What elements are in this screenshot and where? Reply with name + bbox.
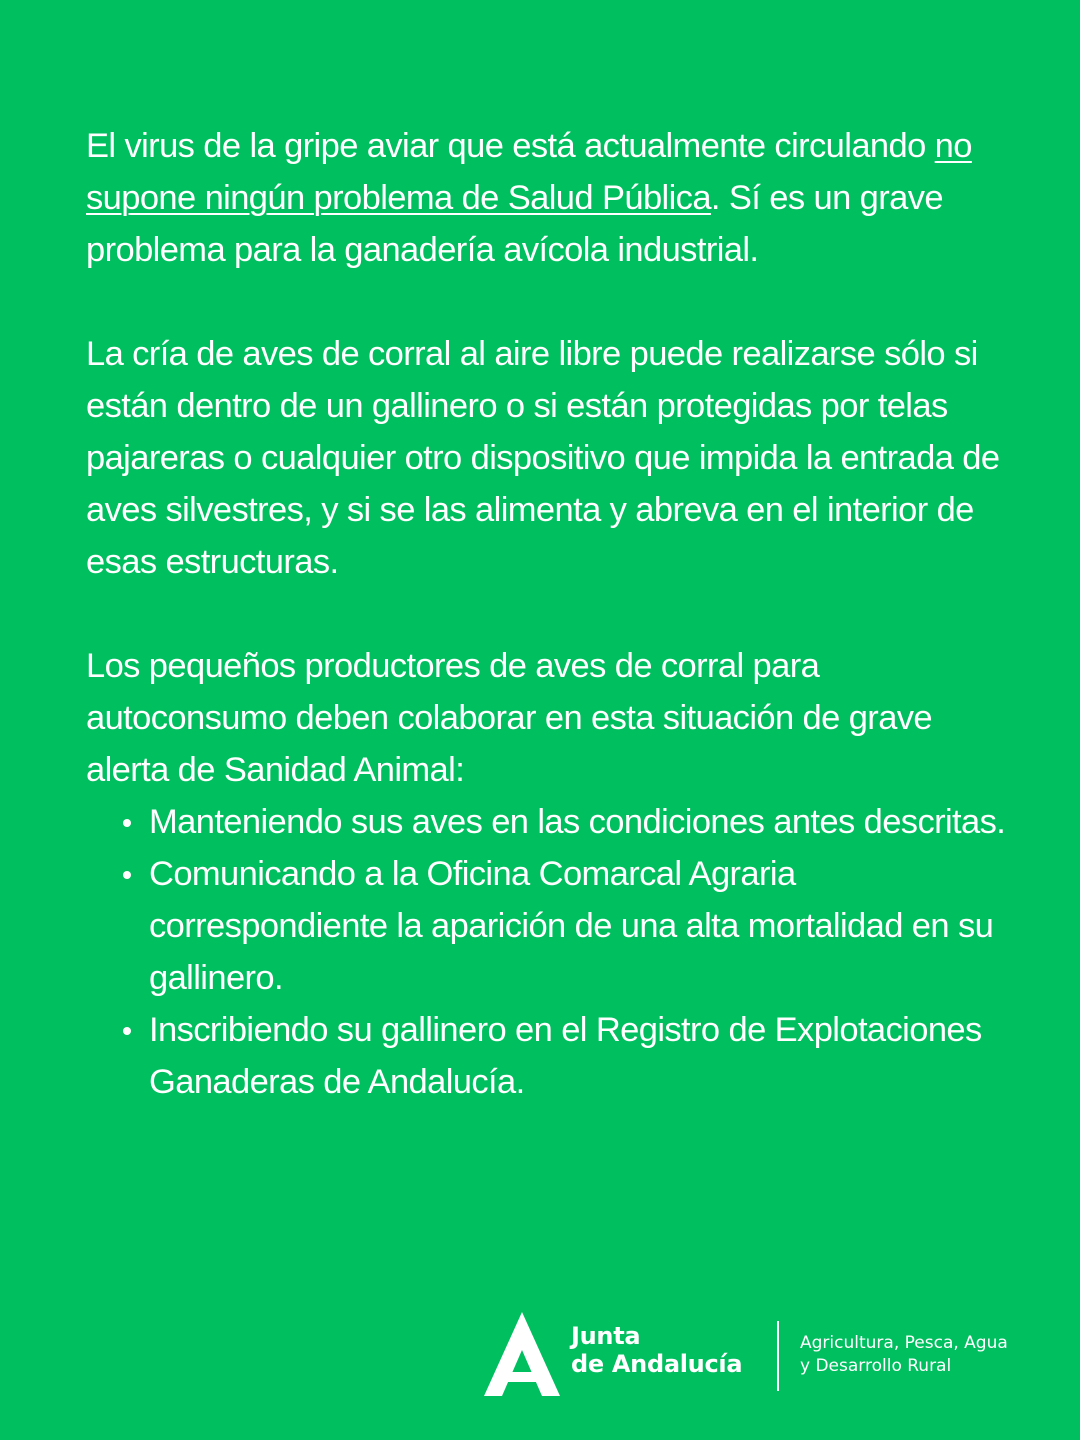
logo-name-line1: Junta: [571, 1322, 641, 1350]
logo-name-line2: de Andalucía: [571, 1350, 743, 1378]
logo-divider: [777, 1321, 779, 1391]
list-item-text: Manteniendo sus aves en las condiciones antes descritas.: [149, 803, 1006, 841]
paragraph-outdoor-rearing: La cría de aves de corral al aire libre puede realizarse sólo si están dentro de un gallinero o si están protegidas por telas pajareras o cualquier otro dispositivo que impida la entrada de aves silvestres, y si se las alimenta y abreva en el interior de esas estructuras.: [86, 335, 1000, 581]
list-item: [149, 796, 1006, 848]
bullet-icon: [123, 1027, 131, 1035]
junta-de-andalucia-logo: [484, 1312, 1044, 1402]
bullet-icon: [123, 819, 131, 827]
logo-name: [571, 1322, 742, 1378]
department-name: [800, 1332, 1008, 1378]
main-text: [86, 120, 1006, 1108]
collaboration-list: [86, 796, 1006, 1108]
spacer: [86, 276, 1006, 328]
paragraph-small-producers: Los pequeños productores de aves de corral para autoconsumo deben colaborar en esta situación de grave alerta de Sanidad Animal:: [86, 647, 933, 789]
department-line1: Agricultura, Pesca, Agua: [800, 1333, 1008, 1353]
department-line2: y Desarrollo Rural: [800, 1356, 952, 1376]
paragraph-intro-end: . Sí es un grave problema para la ganadería avícola industrial.: [86, 179, 943, 269]
bullet-icon: [123, 871, 131, 879]
paragraph-intro: [86, 120, 1006, 276]
public-health-statement: no supone ningún problema de Salud Pública: [86, 127, 972, 217]
spacer: [86, 588, 1006, 640]
list-item: [149, 848, 1006, 1004]
list-item-text: Inscribiendo su gallinero en el Registro de Explotaciones Ganaderas de Andalucía.: [149, 1011, 982, 1101]
list-item: [149, 1004, 1006, 1108]
junta-andalucia-a-icon: [484, 1312, 560, 1396]
paragraph-intro-start: El virus de la gripe aviar que está actualmente circulando: [86, 127, 935, 165]
list-item-text: Comunicando a la Oficina Comarcal Agraria correspondiente la aparición de una alta mortalidad en su gallinero.: [149, 855, 994, 997]
